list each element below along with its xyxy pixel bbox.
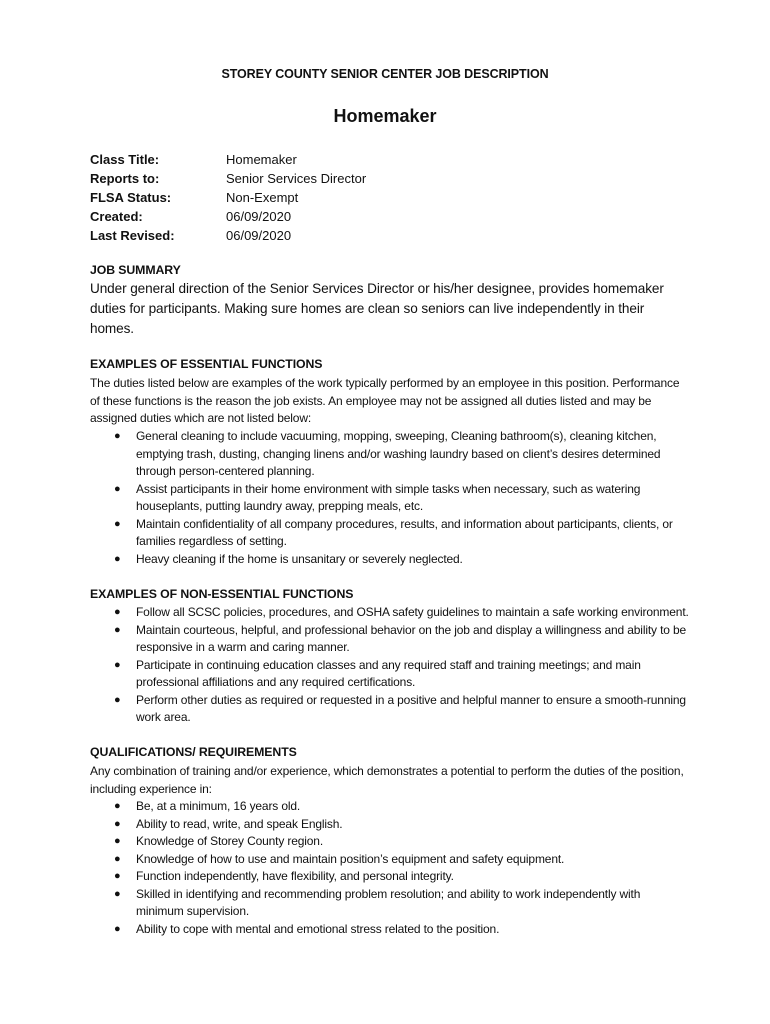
list-item-text: Knowledge of Storey County region.: [136, 834, 324, 848]
qualifications-intro: Any combination of training and/or experience, which demonstrates a potential to perform the duties of the position, including experience in:: [90, 764, 684, 796]
list-item: [90, 851, 690, 869]
meta-value: Senior Services Director: [226, 171, 367, 186]
meta-table: [90, 150, 366, 245]
list-item: [90, 481, 690, 516]
bullet-icon: ●: [114, 517, 121, 530]
essential-functions-intro: The duties listed below are examples of the work typically performed by an employee in this position. Performance of these functions is the reason the job exists. An employee may not be assigned all duties listed and may be assigned duties which are not listed below:: [90, 376, 680, 425]
bullet-icon: ●: [114, 623, 121, 636]
list-item-text: General cleaning to include vacuuming, mopping, sweeping, Cleaning bathroom(s), cleaning kitchen, emptying trash, dusting, changing linens and/or washing laundry based on client’s desires determined through person-centered planning.: [136, 429, 661, 478]
list-item-text: Function independently, have flexibility, and personal integrity.: [136, 869, 454, 883]
bullet-icon: ●: [114, 887, 121, 900]
meta-label: Class Title:: [90, 152, 160, 167]
bullet-icon: ●: [114, 870, 121, 882]
non-essential-functions-heading: EXAMPLES OF NON-ESSENTIAL FUNCTIONS: [90, 587, 354, 601]
list-item: [90, 604, 690, 622]
list-item-text: Knowledge of how to use and maintain position’s equipment and safety equipment.: [136, 851, 565, 866]
bullet-icon: ●: [114, 835, 121, 847]
list-item-text: Follow all SCSC policies, procedures, and OSHA safety guidelines to maintain a safe working environment.: [136, 605, 689, 619]
bullet-icon: ●: [114, 606, 121, 618]
meta-label: Last Revised:: [90, 228, 175, 243]
meta-label: FLSA Status:: [90, 190, 172, 205]
list-item: [90, 921, 690, 939]
list-item: [90, 692, 690, 727]
meta-value: Homemaker: [226, 152, 297, 167]
job-summary-text: Under general direction of the Senior Services Director or his/her designee, provides homemaker duties for participants. Making sure homes are clean so seniors can live independently in their homes.: [90, 281, 664, 336]
bullet-icon: ●: [114, 922, 121, 935]
list-item-text: Skilled in identifying and recommending problem resolution; and ability to work independently with minimum supervision.: [136, 886, 641, 918]
list-item-text: Ability to read, write, and speak English.: [136, 816, 343, 831]
bullet-icon: ●: [114, 430, 121, 442]
meta-row-last-revised: [90, 226, 366, 245]
meta-value: Non-Exempt: [226, 190, 299, 205]
bullet-icon: ●: [114, 800, 121, 812]
list-item: [90, 868, 690, 886]
list-item: [90, 798, 690, 816]
job-summary-heading: JOB SUMMARY: [90, 263, 181, 277]
list-item: [90, 657, 690, 692]
list-item: [90, 551, 690, 569]
non-essential-functions-list: [90, 604, 690, 727]
meta-row-class-title: [90, 150, 366, 169]
list-item-text: Assist participants in their home environment with simple tasks when necessary, such as watering houseplants, putting laundry away, prepping meals, etc.: [136, 481, 641, 513]
essential-functions-heading: EXAMPLES OF ESSENTIAL FUNCTIONS: [90, 357, 323, 371]
meta-label: Reports to:: [90, 171, 160, 186]
essential-functions-list: [90, 428, 690, 568]
qualifications-heading: QUALIFICATIONS/ REQUIREMENTS: [90, 745, 297, 759]
bullet-icon: ●: [114, 817, 121, 830]
list-item: [90, 886, 690, 921]
list-item: [90, 428, 690, 481]
list-item-text: Perform other duties as required or requested in a positive and helpful manner to ensure a smooth-running work area.: [136, 692, 686, 724]
list-item-text: Participate in continuing education classes and any required staff and training meetings; and main professional affiliations and any required certifications.: [136, 657, 641, 689]
meta-row-created: [90, 207, 366, 226]
bullet-icon: ●: [114, 482, 121, 495]
qualifications-list: [90, 798, 690, 938]
list-item-text: Be, at a minimum, 16 years old.: [136, 799, 301, 813]
list-item-text: Maintain courteous, helpful, and professional behavior on the job and display a willingness and ability to be responsive in a warm and caring manner.: [136, 622, 687, 654]
list-item: [90, 833, 690, 851]
bullet-icon: ●: [114, 658, 121, 671]
meta-value: 06/09/2020: [226, 209, 292, 224]
list-item: [90, 516, 690, 551]
bullet-icon: ●: [114, 552, 121, 565]
meta-row-reports-to: [90, 169, 366, 188]
list-item: [90, 816, 690, 834]
list-item-text: Ability to cope with mental and emotional stress related to the position.: [136, 921, 500, 936]
list-item: [90, 622, 690, 657]
bullet-icon: ●: [114, 852, 121, 865]
meta-label: Created:: [90, 209, 143, 224]
list-item-text: Heavy cleaning if the home is unsanitary or severely neglected.: [136, 551, 463, 566]
meta-row-flsa-status: [90, 188, 366, 207]
document-header: STOREY COUNTY SENIOR CENTER JOB DESCRIPTION: [221, 67, 549, 81]
meta-value: 06/09/2020: [226, 228, 292, 243]
bullet-icon: ●: [114, 693, 121, 706]
page-title: Homemaker: [333, 106, 437, 126]
list-item-text: Maintain confidentiality of all company procedures, results, and information about participants, clients, or families regardless of setting.: [136, 516, 673, 548]
